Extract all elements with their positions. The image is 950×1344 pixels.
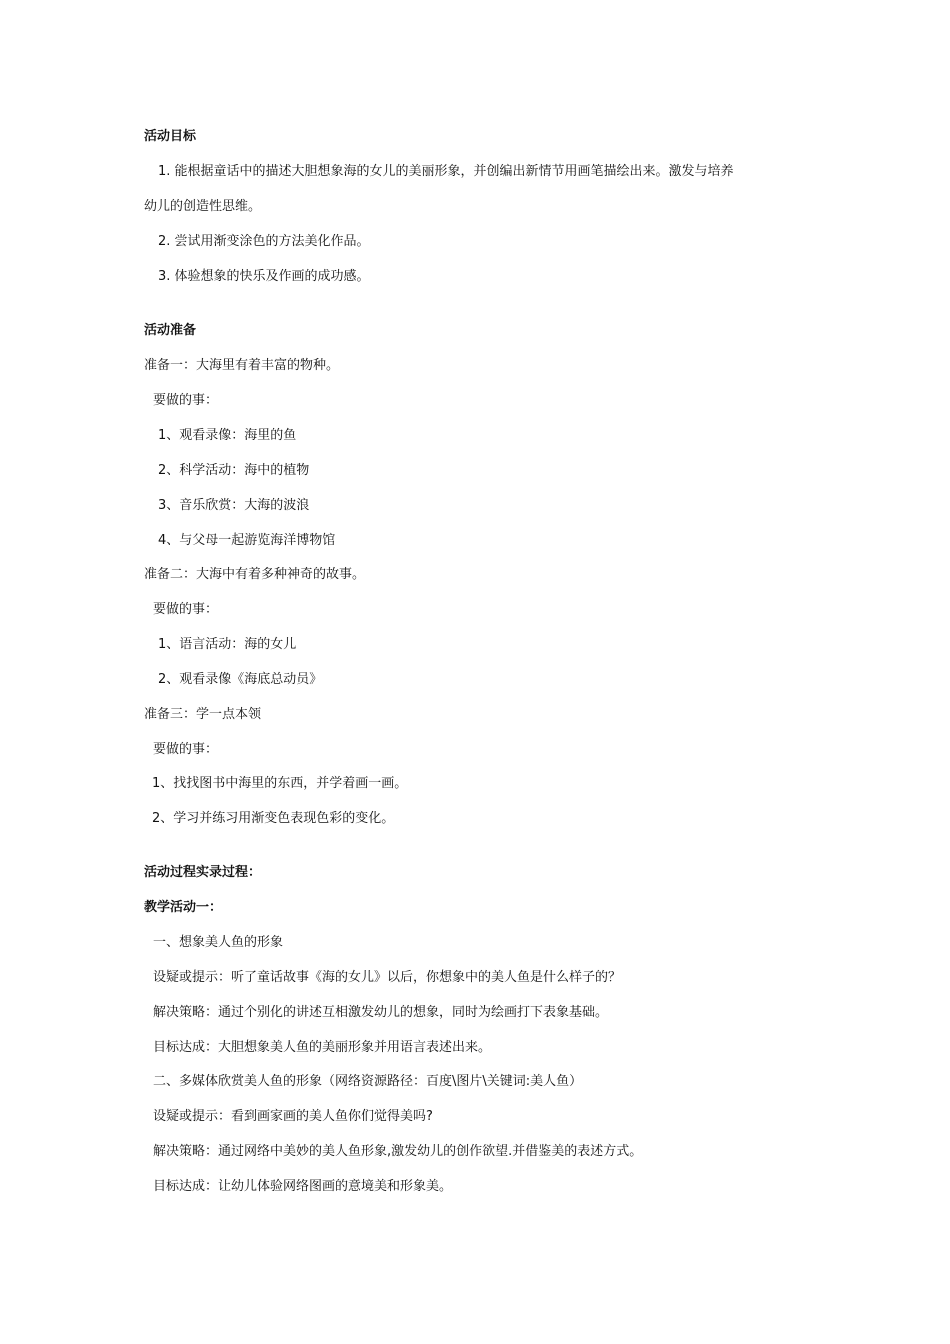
prep1-todo-label: 要做的事： (153, 393, 219, 408)
prep1-item-4: 4、与父母一起游览海洋博物馆 (158, 533, 336, 548)
part1-goal: 目标达成：大胆想象美人鱼的美丽形象并用语言表述出来。 (153, 1040, 492, 1055)
part2-title: 二、多媒体欣赏美人鱼的形象（网络资源路径：百度\图片\关键词:美人鱼） (153, 1074, 583, 1089)
prep1-item-3: 3、音乐欣赏：大海的波浪 (158, 498, 310, 513)
prep1-title: 准备一：大海里有着丰富的物种。 (144, 358, 340, 373)
prep3-title: 准备三：学一点本领 (144, 707, 262, 722)
prep3-item-1: 1、找找图书中海里的东西，并学着画一画。 (152, 776, 408, 791)
prep1-item-2: 2、科学活动：海中的植物 (158, 463, 310, 478)
prep2-todo-label: 要做的事： (153, 602, 219, 617)
goal-item-2: 2. 尝试用渐变涂色的方法美化作品。 (158, 234, 370, 249)
prep2-title: 准备二：大海中有着多种神奇的故事。 (144, 567, 366, 582)
prep2-item-2: 2、观看录像《海底总动员》 (158, 672, 323, 687)
part1-title: 一、想象美人鱼的形象 (153, 935, 284, 950)
prep3-todo-label: 要做的事： (153, 742, 219, 757)
prep2-item-1: 1、语言活动：海的女儿 (158, 637, 297, 652)
goal-item-3: 3. 体验想象的快乐及作画的成功感。 (158, 269, 370, 284)
part2-hint: 设疑或提示：看到画家画的美人鱼你们觉得美吗? (153, 1109, 433, 1124)
section-title-process: 活动过程实录过程： (144, 865, 262, 880)
section-title-goals: 活动目标 (144, 129, 197, 144)
part2-goal: 目标达成：让幼儿体验网络图画的意境美和形象美。 (153, 1179, 453, 1194)
part2-strategy: 解决策略：通过网络中美妙的美人鱼形象,激发幼儿的创作欲望.并借鉴美的表述方式。 (153, 1144, 643, 1159)
section-title-prep: 活动准备 (144, 323, 197, 338)
goal-item-1-line-1: 1. 能根据童话中的描述大胆想象海的女儿的美丽形象，并创编出新情节用画笔描绘出来。激发与培养 (158, 164, 734, 179)
part1-strategy: 解决策略：通过个别化的讲述互相激发幼儿的想象，同时为绘画打下表象基础。 (153, 1005, 609, 1020)
activity1-title: 教学活动一： (144, 900, 223, 915)
prep1-item-1: 1、观看录像：海里的鱼 (158, 428, 297, 443)
goal-item-1-line-2: 幼儿的创造性思维。 (144, 199, 262, 214)
prep3-item-2: 2、学习并练习用渐变色表现色彩的变化。 (152, 811, 395, 826)
part1-hint: 设疑或提示：听了童话故事《海的女儿》以后，你想象中的美人鱼是什么样子的？ (153, 970, 622, 985)
